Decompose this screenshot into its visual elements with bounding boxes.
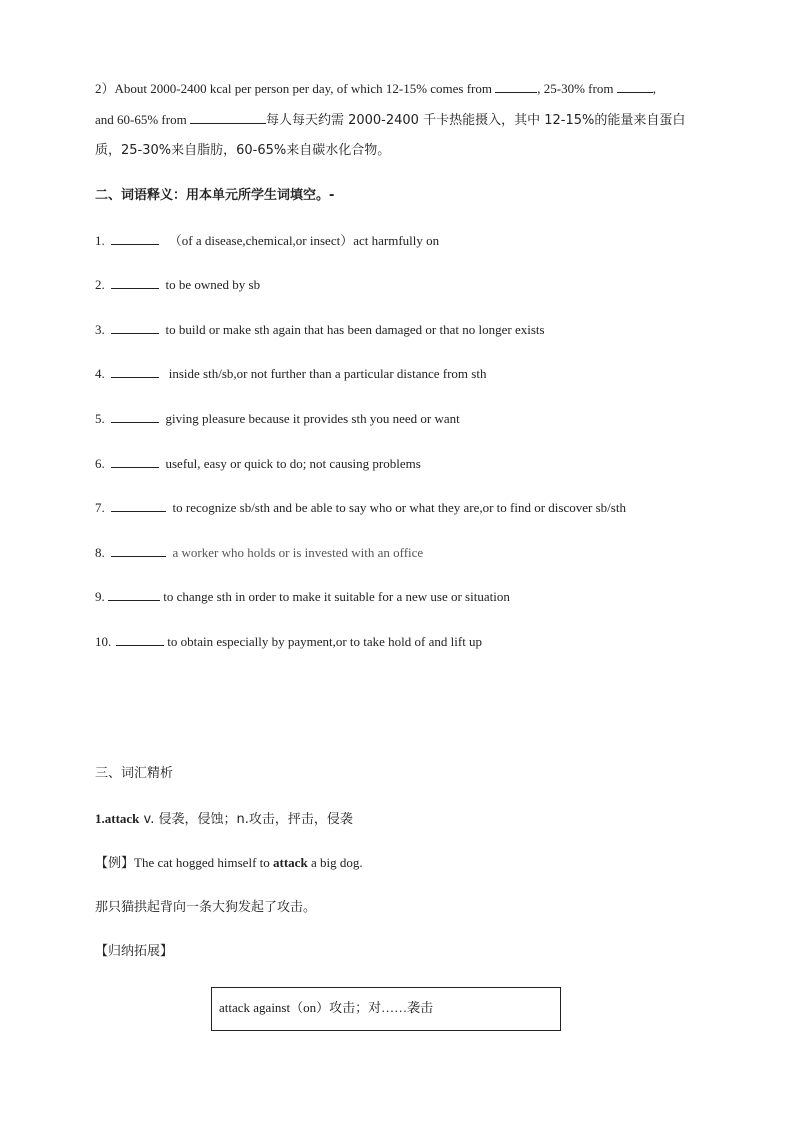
paragraph-text: 2）About 2000-2400 kcal per person per day, of which 12-15% comes from (95, 81, 496, 96)
list-item (95, 633, 482, 650)
answer-blank[interactable] (111, 321, 159, 334)
answer-blank[interactable] (617, 80, 653, 93)
list-item (95, 276, 260, 293)
paragraph-line-3: 质，25-30%来自脂肪，60-65%来自碳水化合物。 (95, 143, 391, 158)
item-number: 1. (95, 233, 105, 248)
list-item (95, 544, 423, 561)
paragraph-text: , 25-30% from (537, 81, 617, 96)
item-definition: to recognize sb/sth and be able to say who or what they are,or to find or discover sb/sth (172, 500, 626, 515)
answer-blank[interactable] (116, 633, 164, 646)
item-number: 2. (95, 277, 105, 292)
paragraph-text: , (652, 81, 656, 96)
item-number: 5. (95, 411, 105, 426)
answer-blank[interactable] (111, 410, 159, 423)
item-number: 6. (95, 456, 105, 471)
example-sentence (95, 855, 363, 872)
paragraph-line-1 (95, 80, 656, 97)
section-heading: 三、词汇精析 (95, 766, 174, 781)
item-definition: to build or make sth again that has been damaged or that no longer exists (165, 322, 545, 337)
paragraph-line-2 (95, 111, 685, 129)
item-number: 10. (95, 634, 112, 649)
answer-blank[interactable] (111, 455, 159, 468)
answer-blank[interactable] (111, 365, 159, 378)
item-number: 4. (95, 366, 105, 381)
example-text: a big dog. (307, 855, 363, 870)
list-item (95, 455, 421, 472)
answer-blank[interactable] (495, 80, 537, 93)
extension-label: 【归纳拓展】 (95, 944, 174, 959)
example-label: 【例】 (95, 856, 135, 871)
item-definition: to be owned by sb (165, 277, 261, 292)
word-meaning: v. 侵袭，侵蚀；n.攻击，抨击，侵袭 (139, 812, 353, 827)
answer-blank[interactable] (111, 499, 166, 512)
item-definition: useful, easy or quick to do; not causing problems (165, 456, 421, 471)
item-definition: to change sth in order to make it suitable for a new use or situation (163, 589, 510, 604)
item-definition: giving pleasure because it provides sth you need or want (165, 411, 460, 426)
word-entry (95, 811, 353, 828)
list-item (95, 410, 460, 427)
extension-text: attack against（on）攻击；对……袭击 (219, 1000, 434, 1015)
paragraph-text: 每人每天约需 2000-2400 千卡热能摄入，其中 12-15%的能量来自蛋白 (265, 113, 686, 128)
headword: 1.attack (95, 811, 140, 826)
item-number: 7. (95, 500, 105, 515)
answer-blank[interactable] (190, 111, 266, 124)
list-item (95, 365, 486, 382)
item-definition: a worker who holds or is invested with an office (172, 545, 424, 560)
item-definition: inside sth/sb,or not further than a particular distance from sth (168, 366, 487, 381)
example-translation: 那只猫拱起背向一条大狗发起了攻击。 (95, 900, 317, 915)
paragraph-text: and 60-65% from (95, 112, 190, 127)
example-keyword: attack (273, 855, 308, 870)
item-number: 8. (95, 545, 105, 560)
example-text: The cat hogged himself to (134, 855, 274, 870)
item-definition: to obtain especially by payment,or to take hold of and lift up (167, 634, 483, 649)
list-item (95, 499, 626, 516)
list-item (95, 588, 510, 605)
answer-blank[interactable] (111, 276, 159, 289)
answer-blank[interactable] (111, 544, 166, 557)
item-definition: （of a disease,chemical,or insect）act harmfully on (168, 233, 440, 248)
answer-blank[interactable] (111, 232, 159, 245)
answer-blank[interactable] (108, 588, 160, 601)
section-heading: 二、词语释义：用本单元所学生词填空。- (95, 188, 335, 203)
list-item (95, 321, 545, 338)
list-item (95, 232, 439, 249)
extension-box (211, 987, 561, 1031)
item-number: 9. (95, 589, 105, 604)
item-number: 3. (95, 322, 105, 337)
